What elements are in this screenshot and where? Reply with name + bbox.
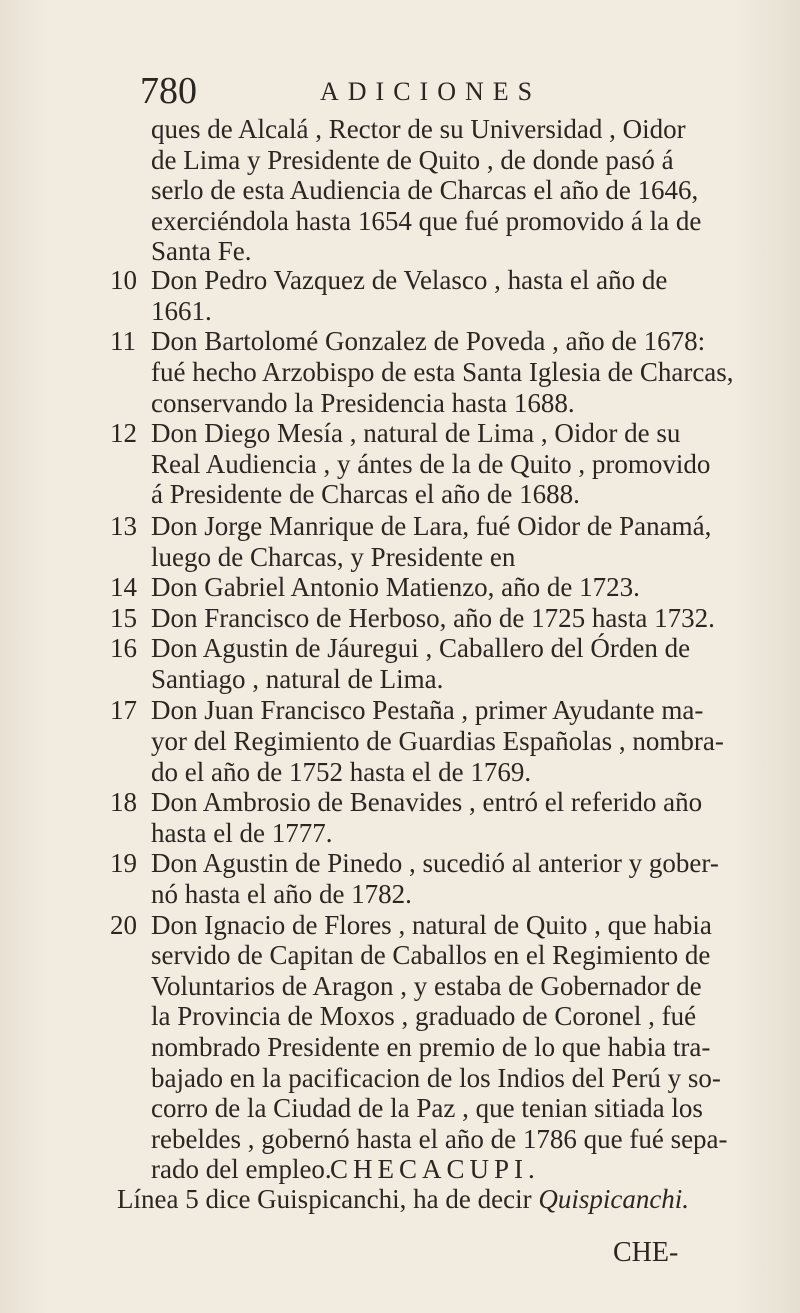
text-line: do el año de 1752 hasta el de 1769. bbox=[151, 756, 532, 787]
text-line: nombrado Presidente en premio de lo que habia tra- bbox=[151, 1032, 711, 1062]
text-line: Don Diego Mesía , natural de Lima , Oidor de su bbox=[151, 418, 681, 449]
text-line: Real Audiencia , y ántes de la de Quito , promovido bbox=[151, 448, 711, 479]
text-line: Santiago , natural de Lima. bbox=[151, 663, 444, 694]
entry-number: 15 bbox=[110, 602, 137, 633]
text-line: 1661. bbox=[151, 295, 212, 326]
text-line: exerciéndola hasta 1654 que fué promovido á la de bbox=[151, 205, 702, 236]
entry-number: 12 bbox=[110, 418, 137, 449]
text-line: corro de la Ciudad de la Paz , que tenian sitiada los bbox=[151, 1093, 703, 1124]
text-line: nó hasta el año de 1782. bbox=[151, 879, 412, 909]
text-line: yor del Regimiento de Guardias Españolas , nombra- bbox=[151, 726, 724, 756]
entry-number: 19 bbox=[110, 848, 137, 879]
entry-number: 16 bbox=[110, 633, 137, 664]
entry-number: 20 bbox=[110, 909, 137, 940]
text-line: Don Ambrosio de Benavides , entró el referido año bbox=[151, 787, 703, 818]
text-line: á Presidente de Charcas el año de 1688. bbox=[151, 479, 580, 510]
text-line: servido de Capitan de Caballos en el Regimiento de bbox=[151, 940, 711, 971]
text-line: Voluntarios de Aragon , y estaba de Gobernador de bbox=[151, 970, 702, 1001]
text-line: la Provincia de Moxos , graduado de Coronel , fué bbox=[151, 1001, 697, 1032]
text-line: Don Jorge Manrique de Lara, fué Oidor de Panamá, bbox=[151, 510, 712, 541]
text-line: Don Ignacio de Flores , natural de Quito , que habia bbox=[151, 909, 712, 940]
text-line: serlo de esta Audiencia de Charcas el año de 1646, bbox=[151, 175, 699, 206]
section-title: CHECACUPI. bbox=[330, 1154, 540, 1184]
text-line: hasta el de 1777. bbox=[151, 817, 333, 848]
entry-number: 13 bbox=[110, 510, 137, 541]
text-line: luego de Charcas, y Presidente en bbox=[151, 541, 516, 572]
running-head: ADICIONES bbox=[320, 77, 542, 106]
text-line: Don Gabriel Antonio Matienzo, año de 1723. bbox=[151, 572, 640, 603]
text-line: Don Agustin de Pinedo , sucedió al anterior y gober- bbox=[151, 848, 719, 879]
text-line: Don Juan Francisco Pestaña , primer Ayudante ma- bbox=[151, 695, 704, 726]
text-line: Don Pedro Vazquez de Velasco , hasta el año de bbox=[151, 265, 668, 296]
text-line: Don Bartolomé Gonzalez de Poveda , año de 1678: bbox=[151, 326, 706, 357]
text-line: fué hecho Arzobispo de esta Santa Iglesia de Charcas, bbox=[151, 357, 734, 387]
erratum-correction: Quispicanchi. bbox=[538, 1184, 690, 1214]
entry-number: 10 bbox=[110, 265, 137, 296]
erratum-note bbox=[117, 1184, 689, 1215]
text-line: conservando la Presidencia hasta 1688. bbox=[151, 387, 575, 418]
text-line: bajado en la pacificacion de los Indios del Perú y so- bbox=[151, 1062, 721, 1093]
text-line: ques de Alcalá , Rector de su Universidad , Oidor bbox=[151, 114, 686, 144]
text-line: rado del empleo. bbox=[151, 1154, 332, 1185]
text-line: Don Francisco de Herboso, año de 1725 hasta 1732. bbox=[151, 602, 715, 633]
entry-number: 11 bbox=[110, 326, 136, 357]
text-line: rebeldes , gobernó hasta el año de 1786 que fué sepa- bbox=[151, 1123, 728, 1154]
text-line: Don Agustin de Jáuregui , Caballero del Órden de bbox=[151, 633, 691, 664]
text-line: Santa Fe. bbox=[151, 236, 252, 267]
catchword: CHE- bbox=[613, 1237, 679, 1268]
entry-number: 18 bbox=[110, 787, 137, 818]
erratum-note-text: Línea 5 dice Guispicanchi, ha de decir bbox=[117, 1184, 539, 1214]
page-number: 780 bbox=[140, 70, 197, 112]
entry-number: 17 bbox=[110, 695, 137, 726]
entry-number: 14 bbox=[110, 572, 137, 603]
text-line: de Lima y Presidente de Quito , de donde pasó á bbox=[151, 144, 674, 175]
